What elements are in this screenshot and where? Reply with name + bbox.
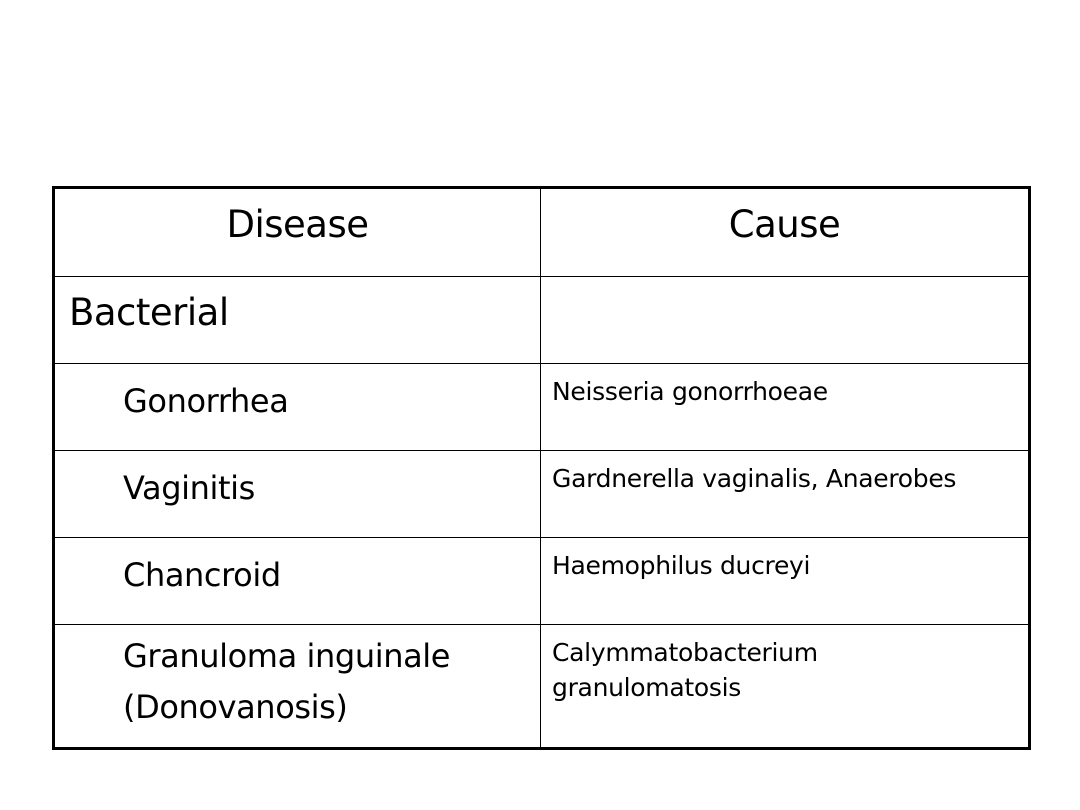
category-row <box>54 277 1030 364</box>
disease-cause-table <box>52 186 1031 750</box>
cause-name: Neisseria gonorrhoeae <box>552 377 828 406</box>
table-row <box>54 538 1030 625</box>
header-cause: Cause <box>541 188 1030 277</box>
table-row <box>54 625 1030 749</box>
disease-cell <box>54 364 541 451</box>
disease-name: Granuloma inguinale <box>123 637 451 675</box>
table-row <box>54 364 1030 451</box>
cause-cell <box>541 451 1030 538</box>
cause-name: Calymmatobacterium <box>552 638 818 667</box>
disease-name: Gonorrhea <box>123 382 289 420</box>
disease-alias: (Donovanosis) <box>123 688 348 726</box>
header-disease: Disease <box>54 188 541 277</box>
disease-name: Chancroid <box>123 556 281 594</box>
cause-cell <box>541 538 1030 625</box>
disease-name: Vaginitis <box>123 469 255 507</box>
cause-name: Gardnerella vaginalis, Anaerobes <box>552 464 957 493</box>
category-label: Bacterial <box>54 277 541 364</box>
table-row <box>54 451 1030 538</box>
disease-cell <box>54 538 541 625</box>
cause-name: Haemophilus ducreyi <box>552 551 811 580</box>
table-header-row <box>54 188 1030 277</box>
category-cause <box>541 277 1030 364</box>
disease-cell <box>54 625 541 749</box>
cause-cell <box>541 364 1030 451</box>
cause-cell <box>541 625 1030 749</box>
cause-name-continued: granulomatosis <box>552 673 741 702</box>
disease-cell <box>54 451 541 538</box>
